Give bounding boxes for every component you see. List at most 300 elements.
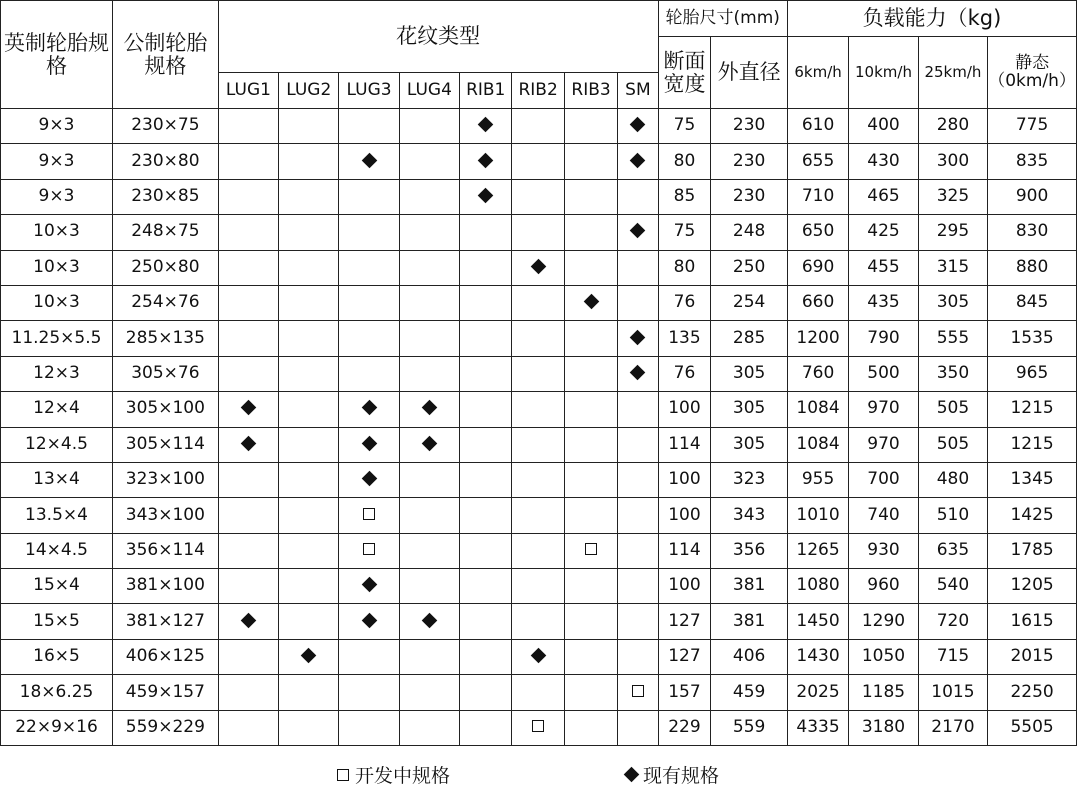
open-square-icon	[363, 543, 375, 555]
cell-tread-sm	[618, 321, 658, 356]
filled-diamond-icon	[478, 152, 494, 168]
cell-tread-rib3	[564, 498, 617, 533]
cell-load-6kmh: 4335	[787, 710, 848, 745]
cell-load-6kmh: 1080	[787, 569, 848, 604]
cell-load-6kmh: 650	[787, 215, 848, 250]
cell-tread-rib1	[460, 179, 512, 214]
cell-section-width: 157	[658, 675, 711, 710]
table-row	[1, 144, 1077, 179]
cell-tread-sm	[618, 179, 658, 214]
cell-load-6kmh: 610	[787, 109, 848, 144]
legend-developing-label: 开发中规格	[355, 765, 451, 787]
cell-tread-rib2	[512, 179, 564, 214]
cell-load-10kmh: 3180	[849, 710, 918, 745]
cell-tread-lug1	[218, 285, 278, 320]
cell-metric-spec: 305×76	[112, 356, 218, 391]
cell-tread-rib2	[512, 427, 564, 462]
header-section-width: 断面宽度	[658, 37, 711, 109]
cell-en-spec: 13.5×4	[1, 498, 113, 533]
cell-en-spec: 15×4	[1, 569, 113, 604]
cell-tread-lug2	[279, 710, 339, 745]
cell-tread-lug2	[279, 462, 339, 497]
cell-load-static: 1785	[988, 533, 1077, 568]
cell-tread-lug3	[339, 215, 399, 250]
cell-outer-diameter: 254	[711, 285, 788, 320]
table-row	[1, 569, 1077, 604]
cell-tread-rib1	[460, 710, 512, 745]
cell-tread-lug2	[279, 392, 339, 427]
cell-en-spec: 22×9×16	[1, 710, 113, 745]
cell-tread-lug2	[279, 533, 339, 568]
cell-tread-lug1	[218, 356, 278, 391]
cell-tread-rib3	[564, 144, 617, 179]
cell-tread-lug1	[218, 427, 278, 462]
cell-en-spec: 10×3	[1, 215, 113, 250]
cell-load-25kmh: 555	[918, 321, 987, 356]
cell-load-static: 845	[988, 285, 1077, 320]
table-row	[1, 392, 1077, 427]
cell-metric-spec: 343×100	[112, 498, 218, 533]
filled-diamond-icon	[630, 329, 646, 345]
cell-load-static: 830	[988, 215, 1077, 250]
filled-diamond-icon	[241, 436, 257, 452]
cell-en-spec: 9×3	[1, 179, 113, 214]
cell-load-10kmh: 1290	[849, 604, 918, 639]
cell-load-10kmh: 970	[849, 427, 918, 462]
table-row	[1, 675, 1077, 710]
cell-section-width: 75	[658, 215, 711, 250]
cell-tread-rib1	[460, 639, 512, 674]
cell-section-width: 100	[658, 462, 711, 497]
cell-load-10kmh: 1185	[849, 675, 918, 710]
cell-outer-diameter: 459	[711, 675, 788, 710]
cell-load-6kmh: 1084	[787, 427, 848, 462]
cell-tread-lug2	[279, 144, 339, 179]
cell-tread-rib1	[460, 604, 512, 639]
cell-tread-rib3	[564, 321, 617, 356]
cell-tread-rib1	[460, 427, 512, 462]
cell-tread-rib3	[564, 604, 617, 639]
cell-tread-lug1	[218, 710, 278, 745]
open-square-icon	[363, 508, 375, 520]
cell-tread-rib3	[564, 710, 617, 745]
cell-tread-lug3	[339, 144, 399, 179]
cell-load-6kmh: 1430	[787, 639, 848, 674]
cell-tread-lug4	[399, 215, 459, 250]
header-tread-lug4: LUG4	[399, 73, 459, 109]
cell-outer-diameter: 250	[711, 250, 788, 285]
cell-tread-rib3	[564, 427, 617, 462]
cell-outer-diameter: 323	[711, 462, 788, 497]
cell-load-25kmh: 505	[918, 427, 987, 462]
table-row	[1, 498, 1077, 533]
cell-tread-rib2	[512, 498, 564, 533]
header-outer-diameter: 外直径	[711, 37, 788, 109]
cell-load-25kmh: 635	[918, 533, 987, 568]
cell-tread-lug3	[339, 710, 399, 745]
filled-diamond-icon	[630, 152, 646, 168]
cell-tread-lug2	[279, 250, 339, 285]
legend	[0, 759, 1077, 788]
cell-tread-sm	[618, 498, 658, 533]
cell-tread-lug1	[218, 109, 278, 144]
cell-section-width: 229	[658, 710, 711, 745]
cell-load-10kmh: 970	[849, 392, 918, 427]
cell-tread-lug4	[399, 533, 459, 568]
cell-tread-lug1	[218, 569, 278, 604]
cell-en-spec: 10×3	[1, 250, 113, 285]
cell-tread-lug1	[218, 321, 278, 356]
cell-en-spec: 15×5	[1, 604, 113, 639]
table-row	[1, 462, 1077, 497]
filled-diamond-icon	[361, 471, 377, 487]
cell-tread-lug1	[218, 462, 278, 497]
cell-metric-spec: 230×80	[112, 144, 218, 179]
cell-load-25kmh: 295	[918, 215, 987, 250]
cell-load-10kmh: 500	[849, 356, 918, 391]
cell-load-6kmh: 690	[787, 250, 848, 285]
cell-tread-rib1	[460, 462, 512, 497]
cell-outer-diameter: 559	[711, 710, 788, 745]
cell-load-static: 900	[988, 179, 1077, 214]
cell-tread-lug1	[218, 604, 278, 639]
cell-tread-lug4	[399, 392, 459, 427]
cell-tread-lug2	[279, 604, 339, 639]
header-tread-lug3: LUG3	[339, 73, 399, 109]
cell-load-25kmh: 2170	[918, 710, 987, 745]
cell-en-spec: 9×3	[1, 109, 113, 144]
cell-load-static: 1535	[988, 321, 1077, 356]
filled-diamond-icon	[478, 188, 494, 204]
filled-diamond-icon	[422, 436, 438, 452]
cell-metric-spec: 230×85	[112, 179, 218, 214]
cell-metric-spec: 250×80	[112, 250, 218, 285]
cell-load-6kmh: 660	[787, 285, 848, 320]
cell-tread-lug2	[279, 427, 339, 462]
cell-load-static: 1345	[988, 462, 1077, 497]
cell-tread-rib1	[460, 533, 512, 568]
cell-tread-rib3	[564, 533, 617, 568]
cell-tread-sm	[618, 462, 658, 497]
cell-outer-diameter: 230	[711, 109, 788, 144]
cell-tread-lug4	[399, 109, 459, 144]
cell-section-width: 100	[658, 392, 711, 427]
header-tread-lug2: LUG2	[279, 73, 339, 109]
cell-tread-rib3	[564, 675, 617, 710]
cell-tread-lug3	[339, 462, 399, 497]
cell-outer-diameter: 343	[711, 498, 788, 533]
cell-tread-rib2	[512, 321, 564, 356]
cell-outer-diameter: 230	[711, 179, 788, 214]
cell-load-static: 775	[988, 109, 1077, 144]
cell-section-width: 127	[658, 639, 711, 674]
cell-tread-lug2	[279, 285, 339, 320]
cell-tread-lug4	[399, 144, 459, 179]
table-row	[1, 321, 1077, 356]
cell-tread-rib2	[512, 604, 564, 639]
cell-metric-spec: 406×125	[112, 639, 218, 674]
header-tire-size: 轮胎尺寸(mm)	[658, 1, 787, 37]
cell-metric-spec: 285×135	[112, 321, 218, 356]
cell-tread-rib3	[564, 639, 617, 674]
table-row	[1, 285, 1077, 320]
header-tread-lug1: LUG1	[218, 73, 278, 109]
cell-tread-sm	[618, 639, 658, 674]
cell-tread-lug2	[279, 321, 339, 356]
cell-load-25kmh: 305	[918, 285, 987, 320]
cell-tread-lug3	[339, 639, 399, 674]
cell-tread-sm	[618, 109, 658, 144]
cell-load-static: 880	[988, 250, 1077, 285]
cell-outer-diameter: 381	[711, 569, 788, 604]
cell-outer-diameter: 285	[711, 321, 788, 356]
cell-tread-rib2	[512, 144, 564, 179]
cell-section-width: 75	[658, 109, 711, 144]
filled-diamond-icon	[530, 259, 546, 275]
cell-tread-rib3	[564, 356, 617, 391]
cell-tread-lug3	[339, 427, 399, 462]
cell-tread-rib2	[512, 215, 564, 250]
header-tread-rib2: RIB2	[512, 73, 564, 109]
cell-tread-lug3	[339, 569, 399, 604]
cell-metric-spec: 356×114	[112, 533, 218, 568]
legend-existing	[626, 761, 719, 788]
cell-tread-lug2	[279, 179, 339, 214]
cell-tread-rib2	[512, 392, 564, 427]
filled-diamond-icon	[630, 365, 646, 381]
cell-tread-rib2	[512, 109, 564, 144]
header-tread-rib1: RIB1	[460, 73, 512, 109]
cell-load-10kmh: 740	[849, 498, 918, 533]
cell-load-static: 1615	[988, 604, 1077, 639]
cell-tread-lug4	[399, 179, 459, 214]
cell-section-width: 76	[658, 285, 711, 320]
filled-diamond-icon	[361, 436, 377, 452]
cell-metric-spec: 381×127	[112, 604, 218, 639]
cell-tread-lug4	[399, 675, 459, 710]
cell-en-spec: 12×3	[1, 356, 113, 391]
cell-load-6kmh: 1265	[787, 533, 848, 568]
cell-load-static: 2015	[988, 639, 1077, 674]
cell-tread-rib1	[460, 392, 512, 427]
cell-tread-rib2	[512, 285, 564, 320]
cell-tread-lug4	[399, 285, 459, 320]
cell-load-10kmh: 790	[849, 321, 918, 356]
legend-existing-label: 现有规格	[643, 765, 720, 787]
table-row	[1, 639, 1077, 674]
cell-tread-lug3	[339, 356, 399, 391]
filled-diamond-icon	[361, 612, 377, 628]
cell-load-10kmh: 960	[849, 569, 918, 604]
cell-tread-sm	[618, 392, 658, 427]
cell-tread-lug3	[339, 604, 399, 639]
cell-load-10kmh: 465	[849, 179, 918, 214]
cell-load-25kmh: 480	[918, 462, 987, 497]
cell-load-25kmh: 505	[918, 392, 987, 427]
cell-tread-lug1	[218, 639, 278, 674]
cell-tread-sm	[618, 285, 658, 320]
cell-load-static: 5505	[988, 710, 1077, 745]
cell-tread-rib3	[564, 392, 617, 427]
table-row	[1, 179, 1077, 214]
cell-load-25kmh: 540	[918, 569, 987, 604]
cell-tread-lug4	[399, 639, 459, 674]
cell-load-25kmh: 280	[918, 109, 987, 144]
cell-tread-lug1	[218, 215, 278, 250]
cell-tread-lug4	[399, 427, 459, 462]
header-en-spec: 英制轮胎规格	[1, 1, 113, 109]
cell-tread-lug1	[218, 179, 278, 214]
cell-tread-sm	[618, 427, 658, 462]
cell-tread-sm	[618, 675, 658, 710]
cell-tread-lug2	[279, 569, 339, 604]
cell-en-spec: 18×6.25	[1, 675, 113, 710]
cell-tread-lug4	[399, 604, 459, 639]
cell-tread-rib3	[564, 179, 617, 214]
cell-metric-spec: 305×100	[112, 392, 218, 427]
cell-load-25kmh: 315	[918, 250, 987, 285]
cell-tread-lug4	[399, 498, 459, 533]
cell-load-10kmh: 425	[849, 215, 918, 250]
filled-diamond-icon	[630, 117, 646, 133]
open-square-icon	[585, 543, 597, 555]
cell-load-6kmh: 655	[787, 144, 848, 179]
filled-diamond-icon	[241, 612, 257, 628]
filled-diamond-icon	[361, 400, 377, 416]
cell-metric-spec: 459×157	[112, 675, 218, 710]
cell-load-10kmh: 435	[849, 285, 918, 320]
cell-load-10kmh: 400	[849, 109, 918, 144]
cell-tread-rib2	[512, 675, 564, 710]
table-row	[1, 356, 1077, 391]
cell-load-10kmh: 455	[849, 250, 918, 285]
cell-section-width: 80	[658, 144, 711, 179]
cell-tread-rib1	[460, 285, 512, 320]
cell-tread-lug3	[339, 285, 399, 320]
filled-diamond-icon	[241, 400, 257, 416]
cell-outer-diameter: 305	[711, 392, 788, 427]
cell-tread-rib2	[512, 356, 564, 391]
cell-tread-lug4	[399, 710, 459, 745]
cell-tread-lug2	[279, 675, 339, 710]
cell-tread-lug3	[339, 109, 399, 144]
cell-tread-sm	[618, 710, 658, 745]
header-speed-6: 6km/h	[787, 37, 848, 109]
cell-tread-rib1	[460, 569, 512, 604]
cell-metric-spec: 381×100	[112, 569, 218, 604]
legend-developing	[337, 761, 450, 788]
cell-metric-spec: 254×76	[112, 285, 218, 320]
cell-load-10kmh: 700	[849, 462, 918, 497]
cell-load-25kmh: 720	[918, 604, 987, 639]
open-square-icon	[532, 720, 544, 732]
cell-load-6kmh: 710	[787, 179, 848, 214]
cell-tread-rib1	[460, 498, 512, 533]
cell-tread-rib3	[564, 569, 617, 604]
header-load-capacity: 负载能力（kg)	[787, 1, 1076, 37]
header-speed-25: 25km/h	[918, 37, 987, 109]
cell-section-width: 76	[658, 356, 711, 391]
cell-tread-rib1	[460, 321, 512, 356]
cell-tread-lug2	[279, 215, 339, 250]
filled-diamond-icon	[583, 294, 599, 310]
cell-load-static: 2250	[988, 675, 1077, 710]
cell-en-spec: 9×3	[1, 144, 113, 179]
header-tread-sm: SM	[618, 73, 658, 109]
cell-tread-sm	[618, 533, 658, 568]
cell-tread-rib1	[460, 215, 512, 250]
cell-tread-rib2	[512, 462, 564, 497]
header-speed-10: 10km/h	[849, 37, 918, 109]
cell-tread-rib2	[512, 533, 564, 568]
cell-metric-spec: 305×114	[112, 427, 218, 462]
cell-load-25kmh: 1015	[918, 675, 987, 710]
header-static: 静态（0km/h）	[988, 37, 1077, 109]
cell-tread-rib1	[460, 250, 512, 285]
filled-diamond-icon	[361, 577, 377, 593]
cell-load-6kmh: 1200	[787, 321, 848, 356]
cell-metric-spec: 559×229	[112, 710, 218, 745]
header-metric-spec: 公制轮胎规格	[112, 1, 218, 109]
cell-load-6kmh: 1010	[787, 498, 848, 533]
cell-tread-lug4	[399, 356, 459, 391]
cell-tread-rib1	[460, 675, 512, 710]
cell-tread-rib1	[460, 109, 512, 144]
table-row	[1, 710, 1077, 745]
cell-load-25kmh: 715	[918, 639, 987, 674]
filled-diamond-icon	[478, 117, 494, 133]
filled-diamond-icon	[422, 612, 438, 628]
cell-metric-spec: 230×75	[112, 109, 218, 144]
cell-outer-diameter: 248	[711, 215, 788, 250]
cell-tread-lug3	[339, 498, 399, 533]
cell-load-25kmh: 350	[918, 356, 987, 391]
cell-load-6kmh: 1450	[787, 604, 848, 639]
table-row	[1, 427, 1077, 462]
cell-outer-diameter: 406	[711, 639, 788, 674]
cell-load-6kmh: 760	[787, 356, 848, 391]
filled-diamond-icon	[624, 767, 640, 783]
cell-tread-sm	[618, 215, 658, 250]
cell-load-static: 965	[988, 356, 1077, 391]
cell-outer-diameter: 381	[711, 604, 788, 639]
table-row	[1, 604, 1077, 639]
cell-en-spec: 10×3	[1, 285, 113, 320]
cell-tread-sm	[618, 144, 658, 179]
cell-outer-diameter: 305	[711, 356, 788, 391]
cell-section-width: 114	[658, 427, 711, 462]
cell-tread-rib2	[512, 710, 564, 745]
cell-load-25kmh: 325	[918, 179, 987, 214]
cell-en-spec: 16×5	[1, 639, 113, 674]
cell-en-spec: 13×4	[1, 462, 113, 497]
cell-load-6kmh: 1084	[787, 392, 848, 427]
filled-diamond-icon	[630, 223, 646, 239]
cell-section-width: 85	[658, 179, 711, 214]
cell-section-width: 80	[658, 250, 711, 285]
cell-load-25kmh: 300	[918, 144, 987, 179]
cell-load-6kmh: 2025	[787, 675, 848, 710]
filled-diamond-icon	[422, 400, 438, 416]
cell-tread-sm	[618, 569, 658, 604]
cell-tread-sm	[618, 250, 658, 285]
cell-load-10kmh: 1050	[849, 639, 918, 674]
cell-tread-rib3	[564, 109, 617, 144]
cell-tread-rib3	[564, 285, 617, 320]
table-row	[1, 250, 1077, 285]
cell-tread-rib3	[564, 462, 617, 497]
filled-diamond-icon	[530, 648, 546, 664]
